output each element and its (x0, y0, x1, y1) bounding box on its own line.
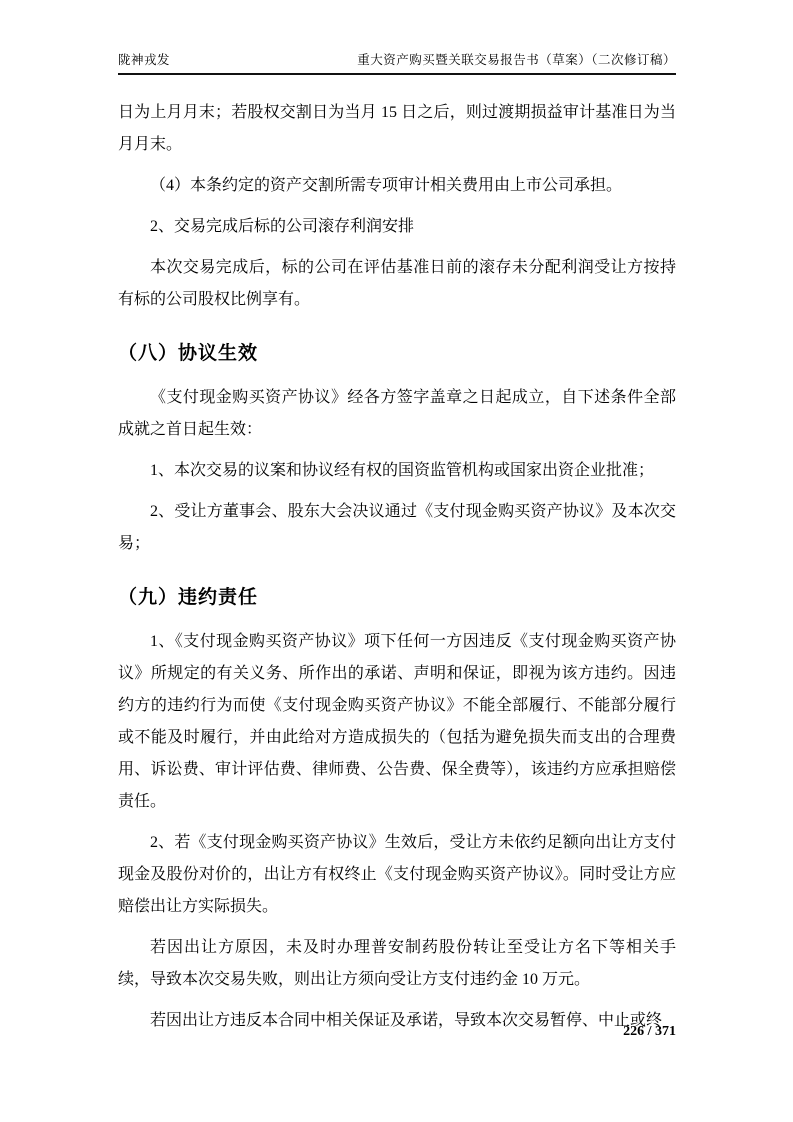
page-footer (118, 1024, 676, 1040)
paragraph-continuation: 日为上月月末；若股权交割日为当月 15 日之后，则过渡期损益审计基准日为当月月末。 (118, 104, 676, 153)
page-header (118, 50, 676, 75)
paragraph-condition-2: 2、受让方董事会、股东大会决议通过《支付现金购买资产协议》及本次交易； (118, 503, 676, 552)
paragraph-item-4: （4）本条约定的资产交割所需专项审计相关费用由上市公司承担。 (150, 177, 623, 194)
paragraph-profit-arrangement: 本次交易完成后，标的公司在评估基准日前的滚存未分配利润受让方按持有标的公司股权比例享有。 (118, 259, 676, 308)
document-body (118, 88, 676, 1046)
paragraph-subheading-2: 2、交易完成后标的公司滚存利润安排 (150, 218, 415, 235)
page-number: 226 / 371 (623, 1024, 676, 1039)
section-heading-9-breach-liability: （九）违约责任 (118, 587, 259, 608)
paragraph-breach-2: 2、若《支付现金购买资产协议》生效后，受让方未依约足额向出让方支付现金及股份对价的，出让方有权终止《支付现金购买资产协议》。同时受让方应赔偿出让方实际损失。 (118, 834, 676, 915)
paragraph-agreement-conditions: 《支付现金购买资产协议》经各方签字盖章之日起成立，自下述条件全部成就之首日起生效： (118, 389, 676, 438)
paragraph-breach-warranty: 若因出让方违反本合同中相关保证及承诺，导致本次交易暂停、中止或终 (150, 1012, 663, 1029)
header-report-title: 重大资产购买暨关联交易报告书（草案）（二次修订稿） (357, 53, 676, 67)
paragraph-breach-penalty: 若因出让方原因，未及时办理普安制药股份转让至受让方名下等相关手续，导致本次交易失败，则出让方须向受让方支付违约金 10 万元。 (118, 939, 676, 988)
paragraph-condition-1: 1、本次交易的议案和协议经有权的国资监管机构或国家出资企业批准； (150, 462, 655, 479)
section-heading-8-agreement-effectiveness: （八）协议生效 (118, 343, 259, 364)
paragraph-breach-1: 1、《支付现金购买资产协议》项下任何一方因违反《支付现金购买资产协议》所规定的有关义务、所作出的承诺、声明和保证，即视为该方违约。因违约方的违约行为而使《支付现金购买资产协议》不能全部履行、不能部分履行或不能及时履行，并由此给对方造成损失的（包括为避免损失而支出的合理费用、诉讼费、审计评估费、律师费、公告费、保全费等），该违约方应承担赔偿责任。 (118, 633, 676, 810)
header-company-name: 陇神戎发 (118, 53, 171, 67)
